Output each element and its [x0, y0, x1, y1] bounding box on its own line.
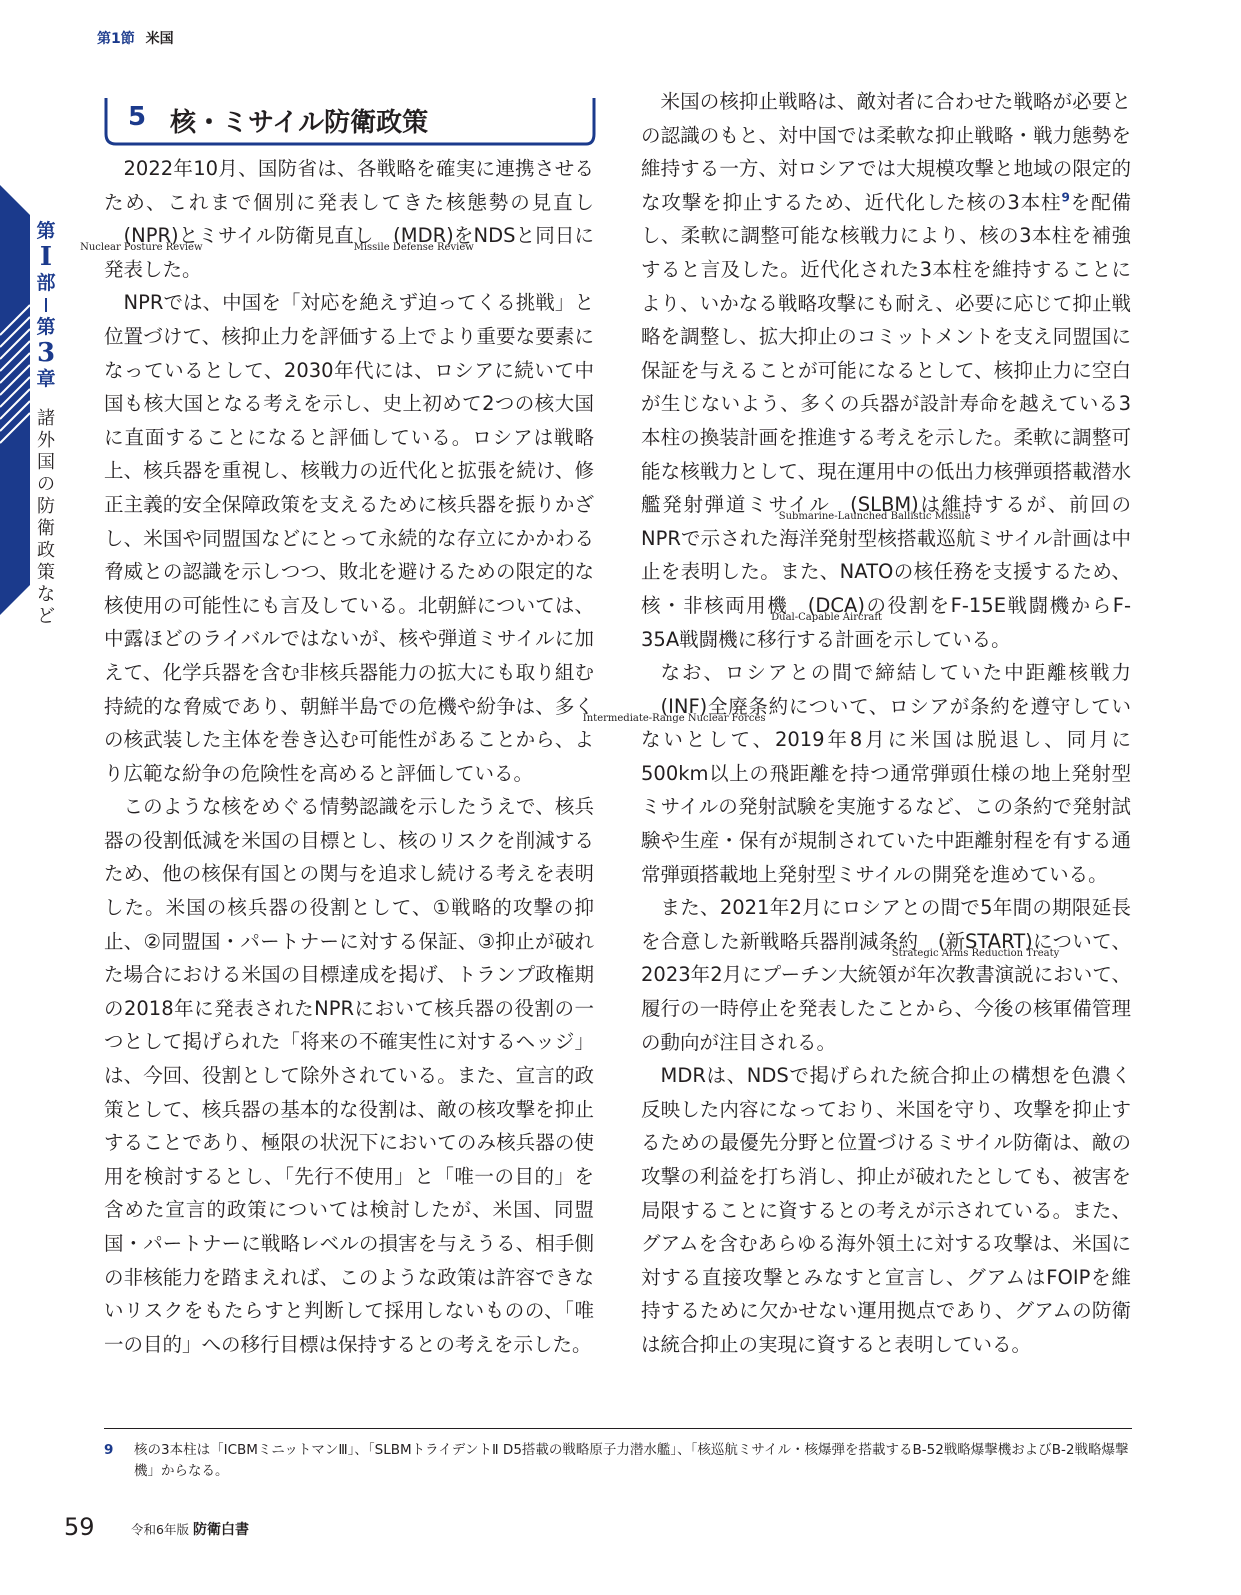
paragraph [80, 152, 595, 286]
side-chapter-title [33, 408, 59, 628]
mdr-abbr: (MDR) [393, 224, 454, 248]
header-country: 米国 [145, 31, 174, 47]
text-run: について、2023年2月にプーチン大統領が年次教書演説において、履行の一時停止を発表したことから、今後の核軍備管理の動向が注目される。 [641, 929, 1131, 1054]
slbm-term [778, 488, 971, 523]
dca-term [771, 589, 883, 623]
text-run: 米国の核抑止戦略は、敵対者に合わせた戦略が必要との認識のもと、対中国では柔軟な抑止戦略・戦力態勢を維持する一方、対ロシアでは大規模攻撃と地域の限定的な攻撃を抑止するため、近代化した核の3本柱 [641, 90, 1131, 214]
slbm-ruby: Submarine-Launched Ballistic Missile [778, 511, 971, 523]
npr-abbr: (NPR) [123, 224, 179, 248]
footnote-text: 核の3本柱は「ICBMミニットマンⅢ」、「SLBMトライデントⅡ D5搭載の戦略原子力潜水艦」、「核巡航ミサイル・核爆弾を搭載するB-52戦略爆撃機およびB-2戦略爆撃機」からなる。 [134, 1442, 1129, 1479]
footnote [104, 1440, 1132, 1482]
start-ruby: Strategic Arms Reduction Treaty [891, 947, 1060, 959]
npr-term [80, 219, 203, 254]
section-number: 5 [128, 102, 147, 132]
part-number: I [39, 242, 53, 272]
header-section: 第1節 [97, 31, 135, 47]
chapter-suffix: 章 [36, 368, 56, 390]
left-column [80, 152, 595, 1361]
page-number: 59 [64, 1513, 95, 1541]
side-part-label [33, 220, 59, 390]
right-column [582, 85, 1131, 1362]
part-prefix: 第 [36, 220, 56, 242]
paragraph [582, 656, 1131, 891]
start-abbr: (新START) [937, 929, 1033, 953]
npr-ruby: Nuclear Posture Review [80, 242, 203, 254]
text-run: をNDSと同日に発表した。 [104, 224, 595, 281]
paragraph: MDRは、NDSで掲げられた統合抑止の構想を色濃く反映した内容になっており、米国を守り、攻撃を抑止するための最優先分野と位置づけるミサイル防衛は、敵の攻撃の利益を打ち消し、抑止が破れたとしても、被害を局限することに資するとの考えが示されている。また、グアムを含むあらゆる海外領土に対する攻撃は、米国に対する直接攻撃とみなすと宣言し、グアムはFOIPを維持するために欠かせない運用拠点であり、グアムの防衛は統合抑止の実現に資すると表明している。 [641, 1064, 1131, 1356]
text-run: なお、ロシアとの間で締結していた中距離核戦力 [660, 661, 1131, 685]
section-title: 核・ミサイル防衛政策 [170, 108, 429, 138]
footnote-divider [104, 1428, 1132, 1429]
dca-ruby: Dual-Capable Aircraft [771, 611, 883, 623]
publication-title: 防衛白書 [192, 1522, 249, 1538]
chapter-title-text: 諸外国の防衛政策など [37, 408, 55, 627]
text-run: は維持するが、前回のNPRで示された海洋発射型核搭載巡航ミサイル計画は中止を表明した。また、NATOの核任務を支援するため、核・非核両用機 [641, 493, 1131, 617]
text-run: 全廃条約について、ロシアが条約を遵守していないとして、2019年8月に米国は脱退し、同月に500km以上の飛距離を持つ通常弾頭仕様の地上発射型ミサイルの発射試験を実施するなど、この条約で発射試験や生産・保有が規制されていた中距離射程を有する通常弾頭搭載地上発射型ミサイルの開発を進めている。 [641, 694, 1131, 886]
text-run: とミサイル防衛見直し [178, 224, 374, 248]
text-run: また、2021年2月にロシアとの間で5年間の期限延長を合意した新戦略兵器削減条約 [641, 896, 1131, 953]
part-suffix: 部 [36, 272, 56, 294]
paragraph: NPRでは、中国を「対応を絶えず迫ってくる挑戦」と位置づけて、核抑止力を評価する上でより重要な要素になっているとして、2030年代には、ロシアに続いて中国も核大国となる考えを示し、史上初めて2つの核大国に直面することになると評価している。ロシアは戦略上、核兵器を重視し、核戦力の近代化と拡張を続け、修正主義的安全保障政策を支えるために核兵器を振りかざし、米国や同盟国などにとって永続的な存立にかかわる脅威との認識を示しつつ、敗北を避けるための限定的な核使用の可能性にも言及している。北朝鮮については、中露ほどのライバルではないが、核や弾道ミサイルに加えて、化学兵器を含む非核兵器能力の拡大にも取り組む持続的な脅威であり、朝鮮半島での危機や紛争は、多くの核武装した主体を巻き込む可能性があることから、より広範な紛争の危険性を高めると評価している。 [104, 291, 594, 785]
mdr-term [353, 219, 474, 254]
footnote-ref[interactable]: 9 [1061, 190, 1070, 205]
inf-ruby: Intermediate-Range Nuclear Forces [582, 712, 766, 724]
paragraph [641, 891, 1131, 1059]
dca-abbr: (DCA) [807, 593, 865, 617]
section-heading [104, 98, 596, 146]
inf-term [582, 690, 766, 724]
start-term [891, 925, 1060, 959]
text-run: 2022年10月、国防省は、各戦略を確実に連携させるため、これまで個別に発表してきた核態勢の見直し [104, 157, 594, 214]
chapter-prefix: 第 [36, 316, 56, 338]
side-divider [45, 298, 47, 312]
text-run: の役割をF-15E戦闘機からF-35A戦闘機に移行する計画を示している。 [641, 593, 1131, 651]
paragraph: このような核をめぐる情勢認識を示したうえで、核兵器の役割低減を米国の目標とし、核のリスクを削減するため、他の核保有国との関与を追求し続ける考えを表明した。米国の核兵器の役割として、①戦略的攻撃の抑止、②同盟国・パートナーに対する保証、③抑止が破れた場合における米国の目標達成を掲げ、トランプ政権期の2018年に発表されたNPRにおいて核兵器の役割の一つとして掲げられた「将来の不確実性に対するヘッジ」は、今回、役割として除外されている。また、宣言的政策として、核兵器の基本的な役割は、敵の核攻撃を抑止することであり、極限の状況下においてのみ核兵器の使用を検討するとし、「先行不使用」と「唯一の目的」を含めた宣言的政策については検討したが、米国、同盟国・パートナーに戦略レベルの損害を与えうる、相手側の非核能力を踏まえれば、このような政策は許容できないリスクをもたらすと判断して採用しないものの、「唯一の目的」への移行目標は保持するとの考えを示した。 [104, 795, 594, 1356]
text-run: を配備し、柔軟に調整可能な核戦力により、核の3本柱を補強すると言及した。近代化された3本柱を維持することにより、いかなる戦略攻撃にも耐え、必要に応じて抑止戦略を調整し、拡大抑止のコミットメントを支え同盟国に保証を与えることが可能になるとして、核抑止力に空白が生じないよう、多くの兵器が設計寿命を越えている3本柱の換装計画を推進する考えを示した。柔軟に調整可能な核戦力として、現在運用中の低出力核弾頭搭載潜水艦発射弾道ミサイル [641, 190, 1131, 517]
paragraph [641, 85, 1131, 656]
footnote-number: 9 [104, 1442, 114, 1458]
slbm-abbr: (SLBM) [850, 493, 919, 517]
mdr-ruby: Missile Defense Review [353, 242, 474, 254]
chapter-number: 3 [36, 338, 56, 368]
publication-edition: 令和6年版 [131, 1522, 189, 1537]
publication-label [131, 1519, 249, 1539]
inf-abbr: (INF) [660, 694, 708, 718]
running-header [97, 28, 174, 48]
